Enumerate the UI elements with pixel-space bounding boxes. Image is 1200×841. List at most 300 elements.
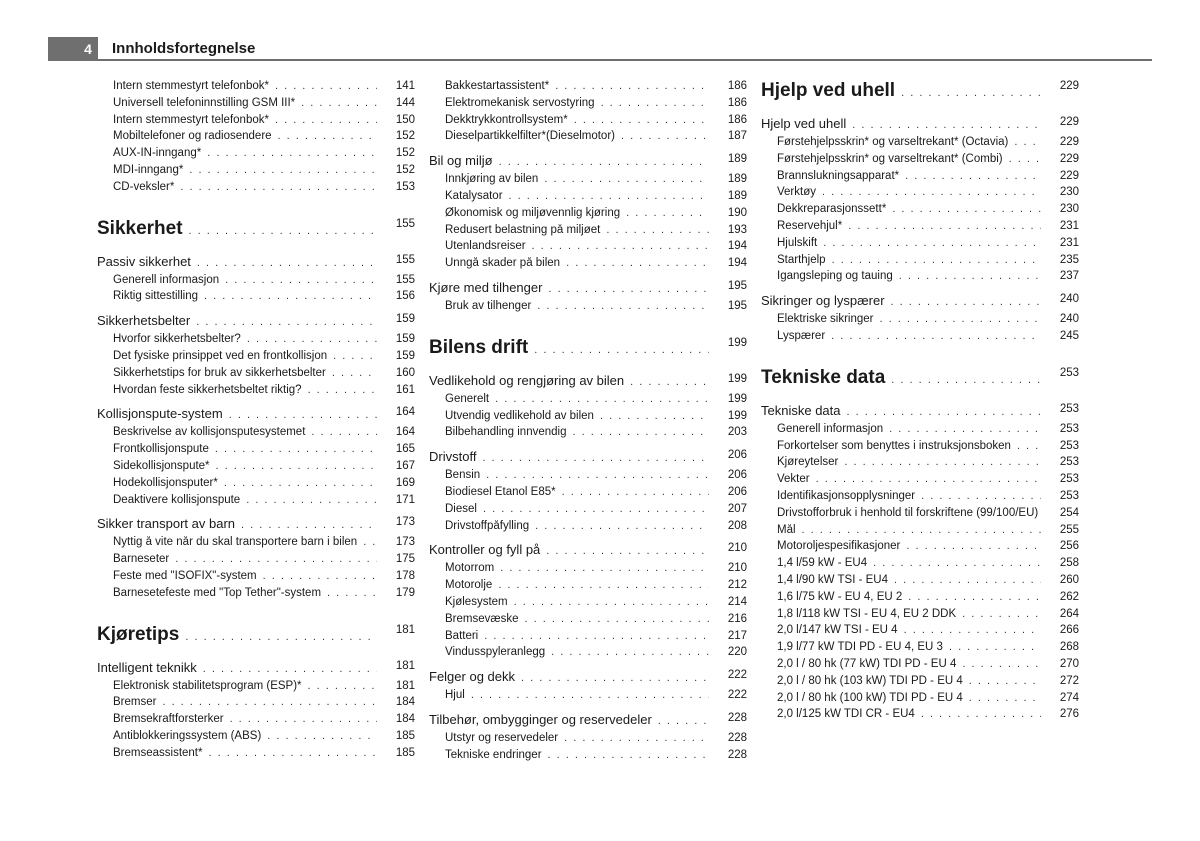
toc-entry[interactable]: [429, 596, 747, 613]
toc-entry[interactable]: [429, 613, 747, 630]
dot-leader: [263, 570, 377, 582]
toc-section[interactable]: [761, 293, 1079, 313]
toc-entry-page-number: 220: [727, 646, 747, 659]
dot-leader: [229, 409, 377, 421]
dot-leader: [197, 257, 377, 269]
toc-entry-title: 2,0 l / 80 hk (77 kW) TDI PD - EU 4: [777, 657, 957, 670]
toc-entry-title: Drivstoffpåfylling: [445, 519, 530, 532]
toc-entry-title: Førstehjelpsskrin* og varseltrekant* (Combi): [777, 152, 1003, 165]
dot-leader: [544, 173, 709, 185]
toc-entry[interactable]: [761, 692, 1079, 709]
toc-entry-page-number: 181: [395, 679, 415, 692]
toc-entry-title: Generell informasjon: [777, 422, 884, 435]
toc-entry-page-number: 160: [395, 366, 415, 379]
toc-entry[interactable]: [761, 186, 1079, 203]
toc-entry[interactable]: [429, 749, 747, 766]
toc-entry-page-number: 153: [395, 180, 415, 193]
toc-entry-title: Mobiltelefoner og radiosendere: [113, 130, 272, 143]
toc-entry[interactable]: [761, 237, 1079, 254]
toc-entry-title: Diesel: [445, 502, 477, 515]
dot-leader: [224, 477, 377, 489]
toc-section[interactable]: [761, 116, 1079, 136]
toc-entry-title: Motorolje: [445, 579, 493, 592]
toc-section[interactable]: [429, 153, 747, 173]
toc-chapter[interactable]: [761, 80, 1079, 110]
toc-entry[interactable]: [429, 114, 747, 131]
toc-section[interactable]: [429, 280, 747, 300]
dot-leader: [1017, 440, 1041, 452]
toc-entry-title: Bremsevæske: [445, 612, 519, 625]
toc-entry[interactable]: [97, 97, 415, 114]
toc-entry-page-number: 235: [1059, 253, 1079, 266]
toc-entry-page-number: 189: [727, 189, 747, 202]
toc-entry-title: Vekter: [777, 473, 810, 486]
toc-entry[interactable]: [429, 689, 747, 706]
toc-entry[interactable]: [97, 274, 415, 291]
toc-section-title: Felger og dekk: [429, 669, 515, 685]
toc-chapter-title: Sikkerhet: [97, 217, 183, 239]
toc-entry[interactable]: [429, 190, 747, 207]
dot-leader: [189, 225, 377, 237]
toc-entry[interactable]: [761, 313, 1079, 330]
toc-entry[interactable]: [761, 524, 1079, 541]
dot-leader: [831, 330, 1041, 342]
toc-entry-title: 1,9 l/77 kW TDI PD - EU 4, EU 3: [777, 641, 943, 654]
toc-entry[interactable]: [761, 557, 1079, 574]
toc-entry-title: Deaktivere kollisjonspute: [113, 493, 241, 506]
dot-leader: [363, 536, 377, 548]
dot-leader: [215, 443, 377, 455]
toc-entry[interactable]: [761, 591, 1079, 608]
toc-entry-title: Beskrivelse av kollisjonsputesystemet: [113, 426, 306, 439]
dot-leader: [562, 486, 709, 498]
toc-section-title: Intelligent teknikk: [97, 659, 197, 675]
toc-entry[interactable]: [429, 630, 747, 647]
toc-entry-page-number: 264: [1059, 607, 1079, 620]
toc-entry-page-number: 208: [727, 519, 747, 532]
toc-entry-title: Reservehjul*: [777, 219, 843, 232]
toc-entry[interactable]: [761, 490, 1079, 507]
dot-leader: [308, 384, 377, 396]
toc-entry-page-number: 237: [1059, 270, 1079, 283]
toc-entry[interactable]: [97, 570, 415, 587]
toc-entry[interactable]: [429, 732, 747, 749]
toc-entry-title: 2,0 l / 80 hk (100 kW) TDI PD - EU 4: [777, 691, 963, 704]
toc-entry-page-number: 190: [727, 206, 747, 219]
toc-entry[interactable]: [97, 747, 415, 764]
toc-entry[interactable]: [761, 641, 1079, 658]
toc-entry-page-number: 171: [395, 493, 415, 506]
dot-leader: [216, 460, 377, 472]
toc-entry-page-number: 253: [1059, 439, 1079, 452]
toc-entry-page-number: 230: [1059, 186, 1079, 199]
toc-entry-title: Intern stemmestyrt telefonbok*: [113, 80, 269, 92]
toc-entry-title: Vindusspyleranlegg: [445, 646, 546, 659]
toc-chapter-title: Tekniske data: [761, 366, 886, 388]
toc-entry-title: Nyttig å vite når du skal transportere barn i bilen: [113, 536, 358, 549]
toc-section-title: Drivstoff: [429, 449, 477, 465]
toc-column-3: [761, 80, 1079, 725]
dot-leader: [486, 469, 709, 481]
toc-entry-page-number: 152: [395, 130, 415, 143]
toc-entry-page-number: 165: [395, 443, 415, 456]
toc-section-page-number: 195: [727, 279, 747, 292]
toc-entry-title: Det fysiske prinsippet ved en frontkollisjon: [113, 349, 328, 362]
toc-entry[interactable]: [97, 290, 415, 307]
dot-leader: [500, 562, 709, 574]
toc-entry-page-number: 228: [727, 731, 747, 744]
toc-entry-title: Motorrom: [445, 562, 495, 575]
dot-leader: [555, 80, 709, 92]
toc-entry[interactable]: [761, 136, 1079, 153]
dot-leader: [189, 164, 377, 176]
dot-leader: [1009, 153, 1041, 165]
toc-entry-page-number: 203: [727, 426, 747, 439]
dot-leader: [499, 156, 709, 168]
dot-leader: [949, 641, 1041, 653]
toc-entry-page-number: 217: [727, 629, 747, 642]
toc-section-title: Sikkerhetsbelter: [97, 313, 191, 329]
toc-entry-page-number: 245: [1059, 329, 1079, 342]
toc-entry[interactable]: [97, 730, 415, 747]
toc-entry[interactable]: [97, 426, 415, 443]
dot-leader: [873, 557, 1041, 569]
toc-chapter[interactable]: [761, 367, 1079, 397]
toc-section-page-number: 206: [727, 449, 747, 462]
toc-entry-page-number: 173: [395, 536, 415, 549]
toc-entry[interactable]: [429, 426, 747, 443]
toc-entry[interactable]: [429, 224, 747, 241]
dot-leader: [832, 254, 1041, 266]
toc-section-title: Sikringer og lyspærer: [761, 293, 885, 309]
toc-entry-title: 2,0 l/125 kW TDI CR - EU4: [777, 708, 915, 721]
toc-entry-title: Motoroljespesifikasjoner: [777, 540, 901, 553]
toc-entry-title: Dekktrykkontrollsystem*: [445, 113, 568, 126]
toc-entry[interactable]: [97, 553, 415, 570]
toc-entry[interactable]: [761, 574, 1079, 591]
toc-entry-title: 1,8 l/118 kW TSI - EU 4, EU 2 DDK: [777, 607, 957, 620]
toc-entry[interactable]: [429, 300, 747, 317]
toc-entry[interactable]: [97, 443, 415, 460]
toc-entry-title: Hvordan feste sikkerhetsbeltet riktig?: [113, 383, 302, 396]
dot-leader: [196, 316, 377, 328]
toc-entry[interactable]: [97, 696, 415, 713]
toc-entry[interactable]: [97, 477, 415, 494]
toc-entry-page-number: 276: [1059, 708, 1079, 721]
toc-entry[interactable]: [429, 503, 747, 520]
toc-entry[interactable]: [97, 713, 415, 730]
toc-entry-title: Hodekollisjonsputer*: [113, 476, 218, 489]
toc-entry[interactable]: [761, 170, 1079, 187]
dot-leader: [301, 97, 377, 109]
dot-leader: [904, 624, 1041, 636]
toc-chapter-page-number: 199: [727, 336, 747, 349]
toc-entry-title: Bremsekraftforsterker: [113, 713, 224, 726]
dot-leader: [1014, 136, 1041, 148]
toc-entry-title: MDI-inngang*: [113, 163, 184, 176]
toc-section-title: Tekniske data: [761, 402, 841, 418]
toc-entry[interactable]: [761, 423, 1079, 440]
toc-entry-title: Utenlandsreiser: [445, 240, 526, 253]
dot-leader: [247, 333, 377, 345]
dot-leader: [891, 374, 1041, 386]
dot-leader: [482, 452, 709, 464]
toc-entry-title: Riktig sittestilling: [113, 290, 198, 303]
dot-leader: [162, 696, 377, 708]
toc-entry-title: Intern stemmestyrt telefonbok*: [113, 113, 269, 126]
toc-entry-title: Bremseassistent*: [113, 746, 203, 759]
toc-entry[interactable]: [429, 410, 747, 427]
toc-entry[interactable]: [761, 473, 1079, 490]
toc-entry-title: Hjul: [445, 689, 465, 702]
toc-entry-title: Bakkestartassistent*: [445, 80, 550, 92]
toc-entry[interactable]: [97, 384, 415, 401]
toc-section[interactable]: [429, 669, 747, 689]
toc-section-title: Bil og miljø: [429, 153, 493, 169]
dot-leader: [267, 730, 377, 742]
toc-entry[interactable]: [429, 173, 747, 190]
toc-entry[interactable]: [429, 562, 747, 579]
toc-entry-page-number: 268: [1059, 641, 1079, 654]
toc-chapter[interactable]: [97, 624, 415, 654]
dot-leader: [891, 296, 1041, 308]
toc-entry-title: Bensin: [445, 469, 481, 482]
dot-leader: [621, 130, 709, 142]
toc-entry[interactable]: [429, 469, 747, 486]
toc-entry-title: Feste med "ISOFIX"-system: [113, 569, 257, 582]
toc-entry-page-number: 274: [1059, 691, 1079, 704]
toc-chapter-title: Hjelp ved uhell: [761, 80, 896, 101]
toc-column-2: [429, 80, 747, 766]
dot-leader: [574, 114, 709, 126]
toc-entry[interactable]: [97, 181, 415, 198]
dot-leader: [962, 608, 1041, 620]
toc-entry-title: Redusert belastning på miljøet: [445, 223, 601, 236]
toc-entry[interactable]: [97, 114, 415, 131]
toc-entry-title: Generelt: [445, 392, 490, 405]
toc-section-page-number: 189: [727, 153, 747, 166]
toc-entry[interactable]: [761, 270, 1079, 287]
toc-entry[interactable]: [761, 456, 1079, 473]
toc-entry[interactable]: [97, 164, 415, 181]
toc-entry-page-number: 260: [1059, 573, 1079, 586]
toc-entry[interactable]: [429, 130, 747, 147]
toc-entry-page-number: 150: [395, 113, 415, 126]
toc-entry-title: Økonomisk og miljøvennlig kjøring: [445, 206, 621, 219]
dot-leader: [548, 283, 709, 295]
dot-leader: [535, 520, 709, 532]
toc-entry-title: Biodiesel Etanol E85*: [445, 485, 556, 498]
dot-leader: [823, 237, 1041, 249]
toc-entry-page-number: 199: [727, 409, 747, 422]
toc-entry[interactable]: [761, 608, 1079, 625]
dot-leader: [495, 393, 709, 405]
toc-entry[interactable]: [761, 440, 1079, 457]
dot-leader: [471, 689, 709, 701]
toc-entry[interactable]: [97, 333, 415, 350]
toc-section-title: Kontroller og fyll på: [429, 542, 541, 558]
toc-entry[interactable]: [429, 97, 747, 114]
toc-entry-page-number: 144: [395, 96, 415, 109]
dot-leader: [880, 313, 1042, 325]
toc-entry[interactable]: [97, 587, 415, 604]
toc-entry[interactable]: [97, 147, 415, 164]
toc-section-title: Sikker transport av barn: [97, 516, 236, 532]
toc-section-page-number: 155: [395, 253, 415, 266]
toc-chapter[interactable]: [429, 337, 747, 367]
toc-entry-page-number: 185: [395, 729, 415, 742]
dot-leader: [969, 675, 1041, 687]
toc-entry[interactable]: [761, 675, 1079, 692]
dot-leader: [534, 344, 709, 356]
toc-entry[interactable]: [429, 486, 747, 503]
toc-section-page-number: 253: [1059, 402, 1079, 415]
toc-entry[interactable]: [429, 257, 747, 274]
toc-section[interactable]: [97, 516, 415, 536]
toc-entry-page-number: 186: [727, 80, 747, 92]
toc-entry[interactable]: [429, 579, 747, 596]
toc-entry-page-number: 184: [395, 696, 415, 709]
toc-entry-title: 2,0 l / 80 hk (103 kW) TDI PD - EU 4: [777, 674, 963, 687]
toc-entry[interactable]: [429, 80, 747, 97]
toc-section-page-number: 240: [1059, 293, 1079, 306]
toc-entry-page-number: 164: [395, 426, 415, 439]
dot-leader: [852, 119, 1041, 131]
toc-entry[interactable]: [97, 367, 415, 384]
toc-section-title: Vedlikehold og rengjøring av bilen: [429, 372, 625, 388]
toc-chapter-page-number: 253: [1059, 366, 1079, 379]
dot-leader: [332, 367, 377, 379]
toc-entry[interactable]: [97, 494, 415, 511]
toc-entry-page-number: 254: [1059, 506, 1079, 519]
dot-leader: [921, 490, 1041, 502]
toc-entry[interactable]: [429, 240, 747, 257]
toc-entry[interactable]: [761, 507, 1079, 524]
toc-entry-page-number: 240: [1059, 313, 1079, 326]
toc-entry[interactable]: [97, 680, 415, 697]
toc-entry-title: 2,0 l/147 kW TSI - EU 4: [777, 624, 898, 637]
toc-entry-page-number: 206: [727, 469, 747, 482]
toc-entry-page-number: 152: [395, 147, 415, 160]
toc-entry[interactable]: [761, 624, 1079, 641]
toc-section-page-number: 228: [727, 711, 747, 724]
toc-chapter[interactable]: [97, 218, 415, 248]
toc-entry-page-number: 141: [395, 80, 415, 92]
toc-entry-page-number: 156: [395, 290, 415, 303]
toc-section[interactable]: [429, 712, 747, 732]
dot-leader: [573, 426, 710, 438]
toc-section[interactable]: [97, 660, 415, 680]
toc-section[interactable]: [429, 542, 747, 562]
toc-entry-page-number: 167: [395, 459, 415, 472]
toc-entry-page-number: 159: [395, 333, 415, 346]
dot-leader: [894, 574, 1041, 586]
toc-entry-page-number: 266: [1059, 624, 1079, 637]
toc-section[interactable]: [97, 313, 415, 333]
dot-leader: [847, 406, 1042, 418]
dot-leader: [899, 270, 1041, 282]
toc-entry[interactable]: [97, 460, 415, 477]
toc-section-title: Kollisjonspute-system: [97, 406, 223, 422]
toc-entry[interactable]: [429, 646, 747, 663]
dot-leader: [548, 749, 709, 761]
toc-section[interactable]: [429, 449, 747, 469]
toc-column-1: [97, 80, 415, 764]
toc-entry[interactable]: [761, 540, 1079, 557]
toc-section[interactable]: [97, 254, 415, 274]
toc-entry[interactable]: [429, 393, 747, 410]
toc-entry[interactable]: [761, 330, 1079, 347]
page-number-box: [48, 37, 98, 61]
toc-chapter-page-number: 181: [395, 623, 415, 636]
toc-entry[interactable]: [429, 520, 747, 537]
toc-section[interactable]: [97, 406, 415, 426]
toc-entry[interactable]: [97, 536, 415, 553]
toc-entry-page-number: 229: [1059, 152, 1079, 165]
dot-leader: [892, 203, 1041, 215]
toc-entry-page-number: 175: [395, 553, 415, 566]
toc-entry-title: Forkortelser som benyttes i instruksjonsboken: [777, 439, 1011, 452]
toc-entry[interactable]: [761, 708, 1079, 725]
toc-chapter-page-number: 229: [1059, 80, 1079, 92]
toc-entry-title: Barneseter: [113, 553, 170, 566]
dot-leader: [532, 240, 709, 252]
toc-entry[interactable]: [429, 207, 747, 224]
dot-leader: [514, 596, 709, 608]
toc-section-page-number: 210: [727, 542, 747, 555]
toc-entry-page-number: 207: [727, 502, 747, 515]
toc-entry[interactable]: [97, 130, 415, 147]
toc-entry-page-number: 186: [727, 96, 747, 109]
dot-leader: [484, 630, 709, 642]
toc-section-page-number: 159: [395, 313, 415, 326]
toc-entry[interactable]: [761, 203, 1079, 220]
toc-section-title: Tilbehør, ombygginger og reservedeler: [429, 711, 652, 727]
toc-entry-title: Verktøy: [777, 186, 816, 199]
dot-leader: [551, 646, 709, 658]
dot-leader: [275, 80, 377, 92]
toc-entry-page-number: 253: [1059, 489, 1079, 502]
toc-entry-title: Sikkerhetstips for bruk av sikkerhetsbelter: [113, 366, 326, 379]
toc-entry-page-number: 212: [727, 579, 747, 592]
toc-entry[interactable]: [97, 80, 415, 97]
toc-section[interactable]: [429, 373, 747, 393]
toc-entry-title: Bruk av tilhenger: [445, 299, 532, 312]
dot-leader: [537, 300, 709, 312]
dot-leader: [308, 680, 377, 692]
dot-leader: [225, 274, 377, 286]
toc-entry-page-number: 228: [727, 748, 747, 761]
toc-entry[interactable]: [97, 350, 415, 367]
toc-entry-title: Barnesetefeste med "Top Tether"-system: [113, 586, 322, 599]
toc-chapter-page-number: 155: [395, 217, 415, 230]
toc-chapter-title: Kjøretips: [97, 623, 180, 645]
dot-leader: [816, 473, 1041, 485]
toc-entry-title: Drivstofforbruk i henhold til forskriftene (99/100/EU): [777, 506, 1039, 519]
toc-entry-title: Starthjelp: [777, 253, 826, 266]
dot-leader: [566, 257, 709, 269]
dot-leader: [905, 170, 1041, 182]
toc-entry-title: Frontkollisjonspute: [113, 443, 209, 456]
dot-leader: [906, 540, 1041, 552]
dot-leader: [185, 631, 377, 643]
dot-leader: [180, 181, 377, 193]
toc-entry[interactable]: [761, 658, 1079, 675]
toc-entry[interactable]: [761, 153, 1079, 170]
toc-section[interactable]: [761, 403, 1079, 423]
toc-entry[interactable]: [761, 254, 1079, 271]
toc-entry[interactable]: [761, 220, 1079, 237]
